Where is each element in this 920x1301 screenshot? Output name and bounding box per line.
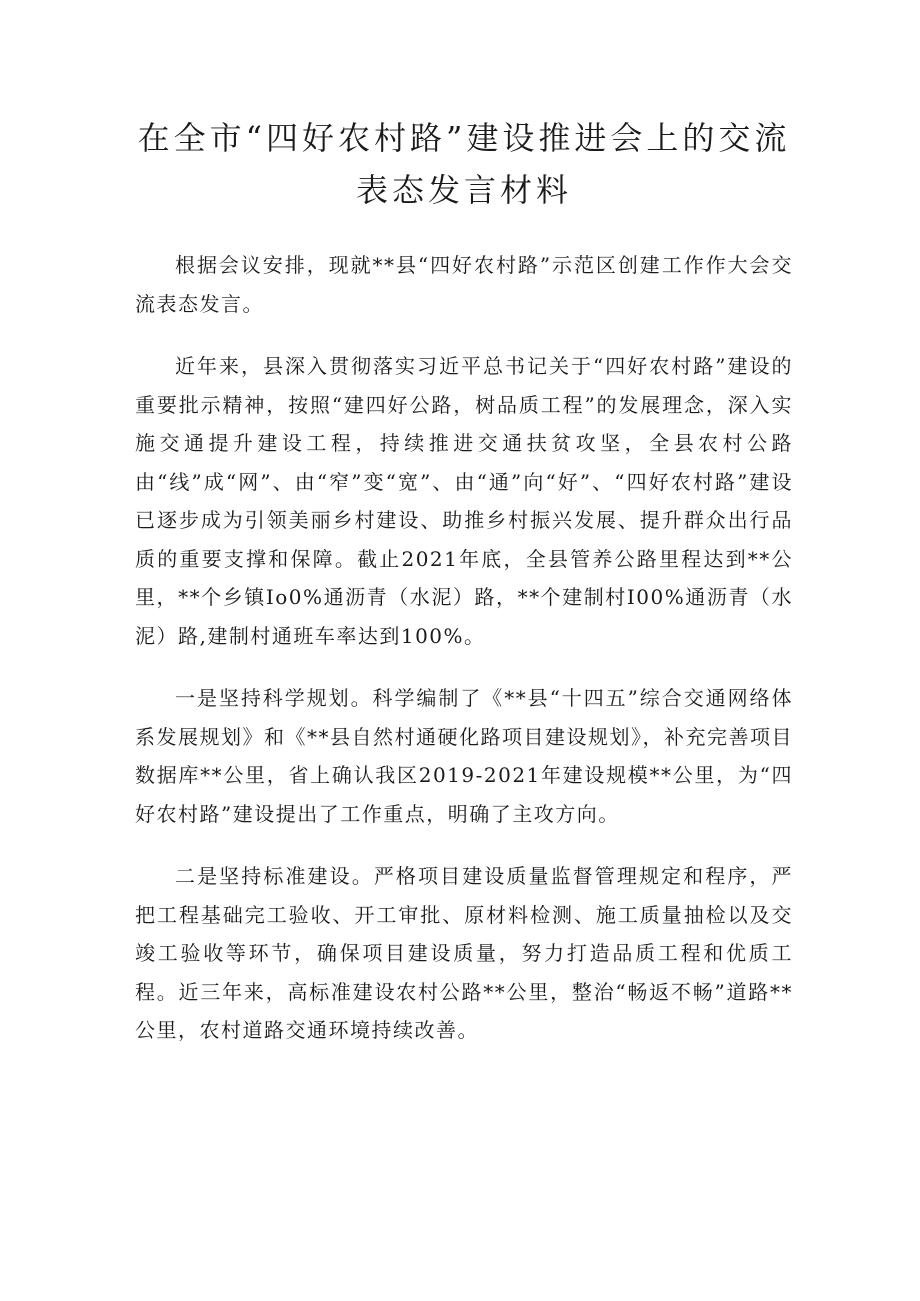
title-line-2: 表态发言材料 bbox=[355, 171, 572, 209]
paragraph-overview: 近年来，县深入贯彻落实习近平总书记关于“四好农村路”建设的重要批示精神，按照“建四好公路，树品质工程”的发展理念，深入实施交通提升建设工程，持续推进交通扶贫攻坚，全县农村公路由“线”成“网”、由“窄”变“宽”、由“通”向“好”、“四好农村路”建设已逐步成为引领美丽乡村建设、助推乡村振兴发展、提升群众出行品质的重要支撑和保障。截止2021年底，全县管养公路里程达到**公里，**个乡镇Io0%通沥青（水泥）路，**个建制村I00%通沥青（水泥）路,建制村通班车率达到100%。 bbox=[135, 354, 793, 648]
paragraph-intro: 根据会议安排，现就**县“四好农村路”示范区创建工作作大会交流表态发言。 bbox=[135, 253, 793, 316]
paragraph-planning: 一是坚持科学规划。科学编制了《**县“十四五”综合交通网络体系发展规划》和《**县自然村通硬化路项目建设规划》，补充完善项目数据库**公里，省上确认我区2019-2021年建设规模**公里，为“四好农村路”建设提出了工作重点，明确了主攻方向。 bbox=[135, 686, 793, 826]
document-title bbox=[135, 112, 793, 216]
title-line-1: 在全市“四好农村路”建设推进会上的交流 bbox=[137, 119, 791, 157]
paragraph-construction: 二是坚持标准建设。严格项目建设质量监督管理规定和程序，严把工程基础完工验收、开工审批、原材料检测、施工质量抽检以及交竣工验收等环节，确保项目建设质量，努力打造品质工程和优质工程。近三年来，高标准建设农村公路**公里，整治“畅返不畅”道路**公里，农村道路交通环境持续改善。 bbox=[135, 864, 793, 1042]
